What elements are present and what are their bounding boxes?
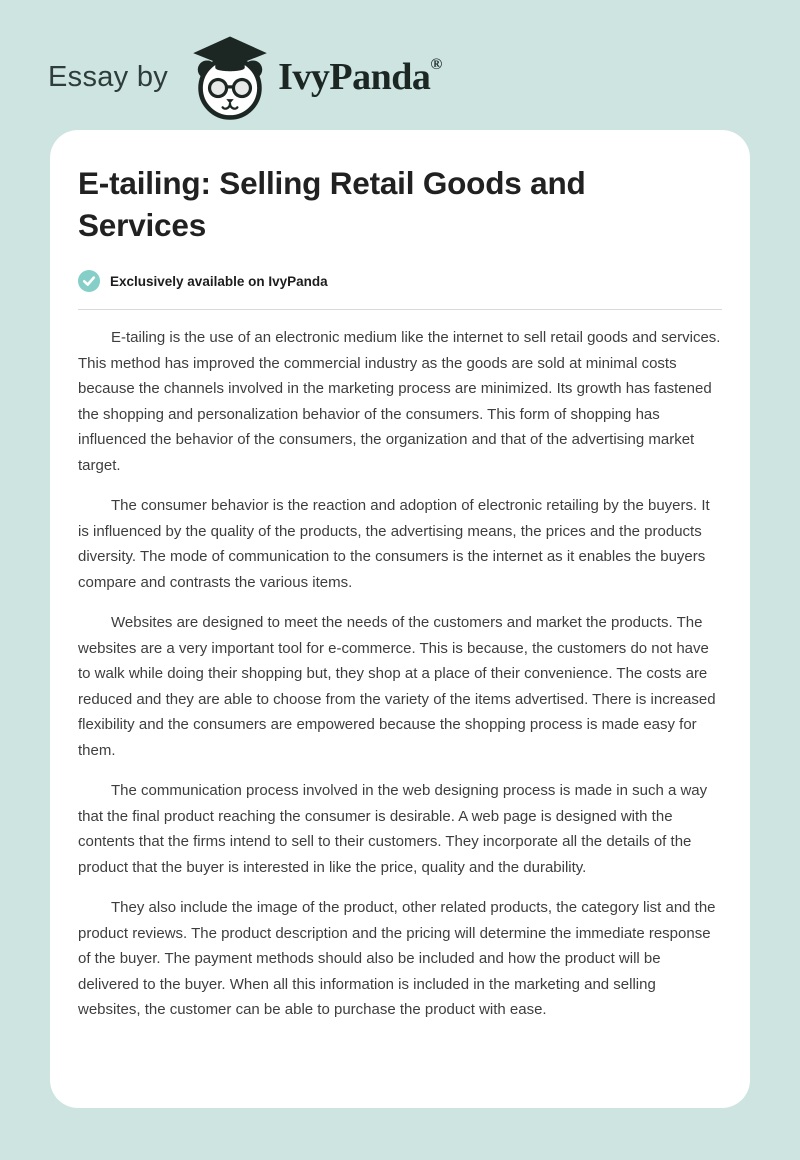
essay-by-label: Essay by — [48, 60, 169, 93]
ivypanda-logo — [184, 31, 442, 123]
essay-paragraph: They also include the image of the product, other related products, the category list and the product reviews. The product description and the pricing will determine the immediate response of the buyer. The payment methods should also be included and how the product will be delivered to the buyer. When all this information is included in the marketing and selling websites, the customer can be able to purchase the product with ease. — [78, 899, 716, 1018]
panda-logo-icon — [184, 31, 276, 123]
brand-wordmark — [278, 55, 442, 99]
essay-title: E-tailing: Selling Retail Goods and Services — [78, 165, 586, 243]
exclusive-badge — [78, 270, 722, 292]
checkmark-icon — [78, 270, 100, 292]
essay-body — [78, 325, 722, 1023]
divider — [78, 309, 722, 310]
brand-name: IvyPanda — [278, 56, 431, 98]
exclusive-badge-label: Exclusively available on IvyPanda — [110, 273, 328, 289]
essay-card — [50, 130, 750, 1108]
page-header — [0, 0, 800, 126]
essay-paragraph: The communication process involved in the web designing process is made in such a way that the final product reaching the consumer is desirable. A web page is designed with the contents that the firms intend to sell to their customers. They incorporate all the details of the product that the buyer is interested in like the price, quality and the durability. — [78, 782, 708, 876]
essay-paragraph: Websites are designed to meet the needs of the customers and market the products. The websites are a very important tool for e-commerce. This is because, the customers do not have to walk while doing their shopping but, they shop at a place of their convenience. The costs are reduced and they are able to choose from the variety of the items advertised. There is increased flexibility and the consumers are empowered because the shopping process is made easy for them. — [78, 614, 716, 759]
registered-mark: ® — [430, 56, 442, 73]
essay-paragraph: E-tailing is the use of an electronic medium like the internet to sell retail goods and services. This method has improved the commercial industry as the goods are sold at minimal costs because the channels involved in the marketing process are minimized. Its growth has fastened the shopping and personalization behavior of the consumers. This form of shopping has influenced the behavior of the consumers, the organization and that of the advertising market target. — [78, 329, 721, 474]
essay-paragraph: The consumer behavior is the reaction and adoption of electronic retailing by the buyers. It is influenced by the quality of the products, the advertising means, the prices and the products diversity. The mode of communication to the consumers is the internet as it enables the buyers compare and contrasts the various items. — [78, 497, 710, 591]
